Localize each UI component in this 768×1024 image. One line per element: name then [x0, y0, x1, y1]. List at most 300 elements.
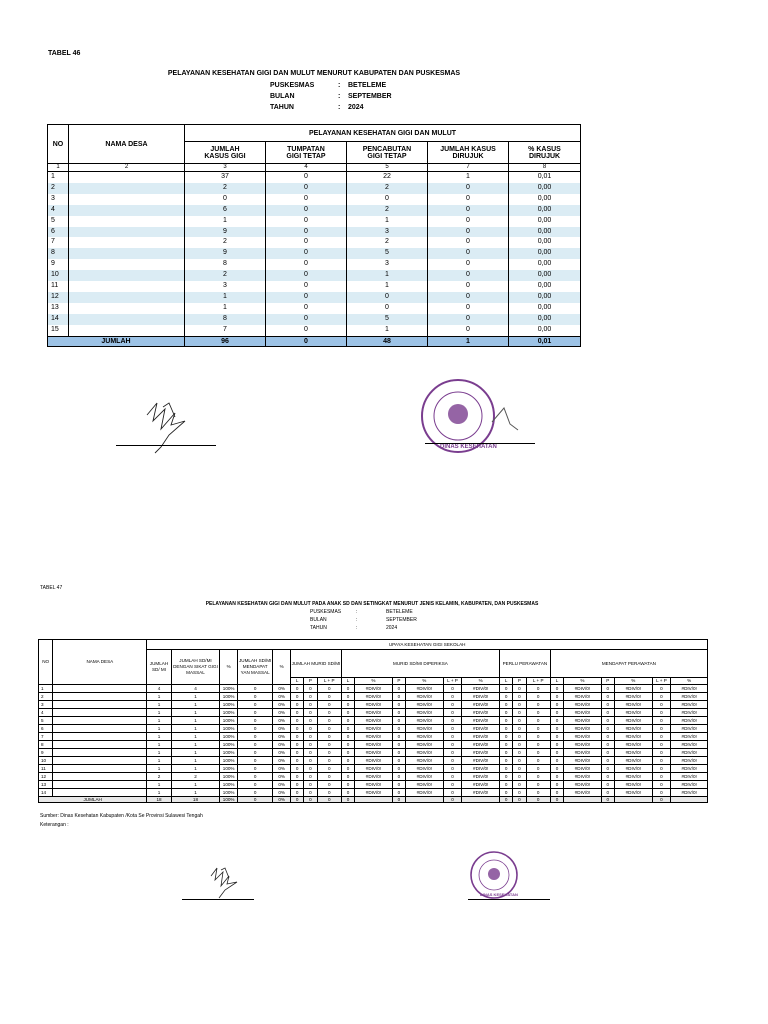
index-cell: 1 [48, 164, 69, 172]
table-cell: 1 [147, 733, 171, 741]
table-cell [53, 749, 147, 757]
table-cell: 0 [266, 227, 347, 238]
header-dirujuk: JUMLAH KASUS DIRUJUK [428, 142, 509, 164]
table-cell: 0 [304, 701, 317, 709]
table-cell: 100% [220, 733, 238, 741]
table-cell: #DIV/0! [406, 773, 444, 781]
table-cell: 0 [428, 248, 509, 259]
header-pct: % [220, 650, 238, 685]
table-cell: 0 [392, 733, 405, 741]
table-cell: 0 [513, 789, 526, 797]
index-cell: 7 [428, 164, 509, 172]
table-cell: 0 [237, 765, 272, 773]
table-cell: 1 [147, 701, 171, 709]
meta-sep: : [338, 93, 341, 100]
table-cell: 0 [526, 781, 550, 789]
table-cell: 5 [48, 216, 69, 227]
table-cell: 0 [237, 717, 272, 725]
header-group: PELAYANAN KESEHATAN GIGI DAN MULUT [185, 125, 581, 142]
table-cell: 2 [347, 183, 428, 194]
table-cell: 0 [317, 781, 341, 789]
table-cell: 0 [428, 314, 509, 325]
table-cell: 0,00 [509, 259, 581, 270]
table-row [48, 227, 581, 238]
table-cell: 12 [48, 292, 69, 303]
table-cell: 0 [291, 725, 304, 733]
table-cell: 0 [291, 789, 304, 797]
total-cell [406, 797, 444, 803]
table-cell: 1 [171, 757, 220, 765]
table-cell [69, 194, 185, 205]
table-cell [69, 259, 185, 270]
table-cell: #DIV/0! [564, 789, 602, 797]
total-cell: 0 [304, 797, 317, 803]
table-cell: 0,00 [509, 281, 581, 292]
table-cell: 0 [550, 781, 563, 789]
signature-1 [135, 395, 195, 457]
table-cell [53, 773, 147, 781]
table-cell: 0 [317, 709, 341, 717]
table-cell: 1 [171, 789, 220, 797]
table-cell: 0 [526, 765, 550, 773]
table-cell: 1 [147, 741, 171, 749]
table-cell: 100% [220, 701, 238, 709]
table-cell: 0 [500, 685, 513, 693]
table-cell: 0 [237, 781, 272, 789]
table-cell: 1 [147, 725, 171, 733]
header-tumpatan: TUMPATAN GIGI TETAP [266, 142, 347, 164]
table-cell: 0 [500, 693, 513, 701]
table-cell: 0 [266, 270, 347, 281]
table-cell: 0 [291, 757, 304, 765]
table-cell: #DIV/0! [671, 765, 708, 773]
table-cell: 100% [220, 749, 238, 757]
table-cell: #DIV/0! [671, 709, 708, 717]
total-cell: 0 [443, 797, 462, 803]
table-cell: 0 [392, 725, 405, 733]
table-cell: 0 [392, 749, 405, 757]
table-cell: 3 [185, 281, 266, 292]
table-cell: #DIV/0! [671, 685, 708, 693]
header-no: NO [48, 125, 69, 164]
table-cell: 0 [500, 749, 513, 757]
table-row [39, 701, 708, 709]
meta-sep: : [356, 625, 358, 631]
table-cell: 0 [266, 314, 347, 325]
meta-key: BULAN [310, 617, 327, 623]
table-cell: 1 [347, 270, 428, 281]
table-cell: 100% [220, 693, 238, 701]
table-cell: 0 [500, 741, 513, 749]
table-row [48, 194, 581, 205]
table-cell: 2 [39, 693, 53, 701]
table-row [39, 685, 708, 693]
table-cell: 0 [266, 325, 347, 336]
table-cell: #DIV/0! [406, 757, 444, 765]
table-cell: #DIV/0! [406, 693, 444, 701]
table-cell: 0 [317, 749, 341, 757]
table-cell: 0 [652, 757, 671, 765]
table-cell: 0 [550, 749, 563, 757]
table-row [39, 725, 708, 733]
total-cell: 0 [601, 797, 614, 803]
table-cell [69, 216, 185, 227]
index-cell: 8 [509, 164, 581, 172]
table-cell: 0 [550, 773, 563, 781]
table-cell: 11 [39, 765, 53, 773]
table-cell: #DIV/0! [614, 757, 652, 765]
table-cell: 0 [237, 701, 272, 709]
table-cell: 0 [550, 733, 563, 741]
table-cell: 0 [237, 709, 272, 717]
header-persen-dirujuk: % KASUS DIRUJUK [509, 142, 581, 164]
table-cell: 9 [39, 749, 53, 757]
table-cell: 11 [48, 281, 69, 292]
table-cell [69, 270, 185, 281]
table-cell: 0 [341, 765, 354, 773]
table-cell: #DIV/0! [462, 725, 500, 733]
table-cell: 5 [347, 314, 428, 325]
table-cell: #DIV/0! [355, 773, 393, 781]
table-cell: 0 [513, 757, 526, 765]
table-cell: 10 [39, 757, 53, 765]
header-pct2: % [273, 650, 291, 685]
index-cell: 4 [266, 164, 347, 172]
table-cell: 0 [500, 717, 513, 725]
index-cell: 5 [347, 164, 428, 172]
table-row [48, 303, 581, 314]
table-row [48, 325, 581, 336]
table-cell: 9 [185, 248, 266, 259]
header-jumlah-kasus: JUMLAH KASUS GIGI [185, 142, 266, 164]
table-cell: 0 [304, 789, 317, 797]
table-cell: 0% [273, 757, 291, 765]
source-note: Sumber: Dinas Kesehatan Kabupaten /Kota Se Provinsi Sulawesi Tengah [40, 813, 203, 819]
total-cell: 0 [500, 797, 513, 803]
table-cell: #DIV/0! [406, 709, 444, 717]
table-cell: 0 [550, 693, 563, 701]
meta-key: BULAN [270, 93, 295, 100]
table-cell: 1 [147, 765, 171, 773]
table-cell: 0 [428, 205, 509, 216]
table-cell: 0 [652, 741, 671, 749]
table-cell: #DIV/0! [564, 685, 602, 693]
signature-3 [203, 862, 243, 900]
table-cell: #DIV/0! [355, 741, 393, 749]
table-cell: 0 [500, 725, 513, 733]
table-cell: 0 [291, 781, 304, 789]
table-cell: #DIV/0! [462, 789, 500, 797]
table-cell: 12 [39, 773, 53, 781]
table-cell: 2 [147, 773, 171, 781]
table-cell: 0 [237, 757, 272, 765]
total-cell: 48 [347, 336, 428, 346]
subheader-cell: % [355, 678, 393, 685]
subheader-cell: P [513, 678, 526, 685]
table-cell: 0 [341, 701, 354, 709]
table-cell: 0,01 [509, 172, 581, 183]
header-mendapat-yan: JUMLAH SD/MI MENDAPAT YAN MASSAL [237, 650, 272, 685]
table-cell [69, 314, 185, 325]
table-cell: 0 [652, 765, 671, 773]
table-cell: #DIV/0! [462, 749, 500, 757]
table-cell: 3 [39, 701, 53, 709]
table-cell: 7 [48, 237, 69, 248]
table-cell: #DIV/0! [355, 685, 393, 693]
table-cell: 0 [513, 749, 526, 757]
table-cell: #DIV/0! [406, 765, 444, 773]
table-cell: 0 [652, 701, 671, 709]
subheader-cell: L [500, 678, 513, 685]
table-cell: 0 [550, 741, 563, 749]
total-cell: 0 [291, 797, 304, 803]
table-cell: 0 [341, 725, 354, 733]
table47-label: TABEL 47 [40, 585, 63, 591]
subheader-cell: P [601, 678, 614, 685]
header-jumlah-sd: JUMLAH SD/ MI [147, 650, 171, 685]
table-cell: #DIV/0! [614, 773, 652, 781]
table-cell: 37 [185, 172, 266, 183]
total-cell: 0 [513, 797, 526, 803]
table-cell: 1 [185, 303, 266, 314]
table-cell: 0 [304, 741, 317, 749]
subheader-cell: % [462, 678, 500, 685]
table-cell: 0 [304, 725, 317, 733]
table-cell [69, 183, 185, 194]
meta-key: PUSKESMAS [310, 609, 342, 615]
table-cell: 4 [39, 709, 53, 717]
table-cell: 0 [347, 303, 428, 314]
table-cell: #DIV/0! [564, 709, 602, 717]
table-cell: 0% [273, 789, 291, 797]
subheader-cell: P [304, 678, 317, 685]
table-cell [53, 741, 147, 749]
table-cell: 0% [273, 725, 291, 733]
table-cell: 8 [48, 248, 69, 259]
total-label: JUMLAH [39, 797, 147, 803]
table-cell: 0 [266, 292, 347, 303]
table-cell: #DIV/0! [564, 773, 602, 781]
table-cell: #DIV/0! [406, 725, 444, 733]
table-cell: 0 [601, 685, 614, 693]
table-cell: 0 [428, 270, 509, 281]
table-cell: #DIV/0! [462, 733, 500, 741]
table-cell: 0 [317, 789, 341, 797]
table-row [48, 205, 581, 216]
table-cell: 0 [428, 216, 509, 227]
table-cell: 1 [171, 717, 220, 725]
total-cell: 0 [392, 797, 405, 803]
total-cell: 0 [550, 797, 563, 803]
table-cell: 0,00 [509, 248, 581, 259]
table-cell: #DIV/0! [671, 781, 708, 789]
meta-value: BETELEME [348, 82, 387, 89]
table-cell: 0% [273, 781, 291, 789]
table-cell: 2 [185, 183, 266, 194]
table-cell: 0,00 [509, 205, 581, 216]
table-cell: 0 [317, 693, 341, 701]
total-cell: 100% [220, 797, 238, 803]
subheader-cell: L [291, 678, 304, 685]
table-cell: 2 [347, 205, 428, 216]
meta-value: SEPTEMBER [348, 93, 392, 100]
remarks-label: Keterangan : [40, 822, 69, 828]
table-row [48, 183, 581, 194]
table-cell: 0 [291, 709, 304, 717]
table-cell: 1 [147, 693, 171, 701]
table-cell: 0 [291, 765, 304, 773]
meta-value: BETELEME [386, 609, 413, 615]
table-cell: 0 [513, 781, 526, 789]
table-cell: 0 [443, 693, 462, 701]
table-cell: #DIV/0! [671, 701, 708, 709]
table-cell: #DIV/0! [564, 741, 602, 749]
stamp-1-text: DINAS KESEHATAN [440, 444, 497, 450]
table-cell: 0 [500, 789, 513, 797]
total-cell [671, 797, 708, 803]
table-cell: 0 [428, 237, 509, 248]
table-row [39, 741, 708, 749]
table-cell: 0 [652, 717, 671, 725]
table-cell: 0 [652, 685, 671, 693]
subheader-cell: L + P [443, 678, 462, 685]
header-nama-desa: NAMA DESA [53, 640, 147, 685]
table-cell: 0,00 [509, 216, 581, 227]
table-row [48, 216, 581, 227]
table-cell: 1 [171, 701, 220, 709]
table-cell: 4 [147, 685, 171, 693]
table-cell: 22 [347, 172, 428, 183]
table-cell: 0 [443, 741, 462, 749]
table-cell: 0 [237, 749, 272, 757]
table-cell: 0 [601, 741, 614, 749]
table-cell: 0 [526, 749, 550, 757]
table-cell: 0 [652, 693, 671, 701]
stamp-2-text: DINAS KESEHATAN [480, 892, 518, 897]
table-cell [69, 227, 185, 238]
table-cell: #DIV/0! [462, 685, 500, 693]
table-cell: 1 [171, 781, 220, 789]
total-cell [564, 797, 602, 803]
table-cell: 1 [428, 172, 509, 183]
table-cell [53, 717, 147, 725]
table46-title: PELAYANAN KESEHATAN GIGI DAN MULUT MENURUT KABUPATEN DAN PUSKESMAS [167, 70, 461, 77]
table-cell: 0,00 [509, 183, 581, 194]
table-cell: 0 [237, 725, 272, 733]
table-cell: 1 [147, 749, 171, 757]
subheader-cell: L [341, 678, 354, 685]
table-cell: #DIV/0! [406, 717, 444, 725]
table-cell: 0 [550, 709, 563, 717]
table-cell: 0 [291, 717, 304, 725]
table-cell: 1 [171, 733, 220, 741]
table-cell: 13 [39, 781, 53, 789]
table-cell: 8 [39, 741, 53, 749]
table-row [48, 270, 581, 281]
table-cell: 0 [550, 685, 563, 693]
table-cell: 0 [392, 685, 405, 693]
table-cell: 0 [500, 765, 513, 773]
total-cell: 0 [526, 797, 550, 803]
table-cell: 0 [500, 757, 513, 765]
table-cell: 0 [341, 685, 354, 693]
table-cell: 9 [48, 259, 69, 270]
table-cell: #DIV/0! [614, 741, 652, 749]
table-cell: #DIV/0! [564, 693, 602, 701]
index-cell: 2 [69, 164, 185, 172]
table-cell: #DIV/0! [671, 741, 708, 749]
table-cell: 0 [341, 749, 354, 757]
table-cell: 2 [185, 237, 266, 248]
table-cell: #DIV/0! [671, 733, 708, 741]
table-row [39, 765, 708, 773]
table-cell: 100% [220, 709, 238, 717]
table-cell: 100% [220, 725, 238, 733]
table-cell: 0 [266, 303, 347, 314]
table-cell: #DIV/0! [462, 709, 500, 717]
table-cell: #DIV/0! [564, 733, 602, 741]
table-cell: 0 [513, 701, 526, 709]
table-cell: 0 [443, 773, 462, 781]
table-cell: 13 [48, 303, 69, 314]
table-cell: 0 [341, 789, 354, 797]
table-cell: 0 [317, 773, 341, 781]
table-row [39, 709, 708, 717]
table-cell: 0 [341, 741, 354, 749]
table-cell [53, 733, 147, 741]
table47 [38, 639, 708, 803]
table-cell: #DIV/0! [462, 773, 500, 781]
table-cell: 15 [48, 325, 69, 336]
table-cell: 0 [266, 248, 347, 259]
table-cell [53, 765, 147, 773]
table-cell: #DIV/0! [462, 741, 500, 749]
subheader-cell: % [614, 678, 652, 685]
header-group: UPAYA KESEHATAN GIGI SEKOLAH [147, 640, 708, 650]
table-cell: 1 [48, 172, 69, 183]
table-cell: 0 [652, 709, 671, 717]
table-cell: 0 [392, 757, 405, 765]
table-cell [69, 248, 185, 259]
meta-sep: : [338, 82, 341, 89]
table-cell: #DIV/0! [355, 749, 393, 757]
table-cell: 0 [526, 717, 550, 725]
table-cell: 5 [347, 248, 428, 259]
table-cell: 0 [304, 685, 317, 693]
subheader-cell: P [392, 678, 405, 685]
table-cell: 0 [304, 693, 317, 701]
table-cell: 10 [48, 270, 69, 281]
table-cell: #DIV/0! [614, 693, 652, 701]
table-cell: #DIV/0! [671, 693, 708, 701]
table-cell: 0 [526, 709, 550, 717]
subheader-cell: L + P [317, 678, 341, 685]
table-cell: 1 [171, 725, 220, 733]
table-cell: 1 [185, 216, 266, 227]
meta-key: TAHUN [310, 625, 327, 631]
table-cell: 0 [428, 259, 509, 270]
table-cell [53, 685, 147, 693]
table-cell: 0,00 [509, 314, 581, 325]
table-row [48, 248, 581, 259]
table-cell: 0 [550, 757, 563, 765]
table-cell: 0 [601, 733, 614, 741]
table-cell [69, 281, 185, 292]
table-cell: 0 [513, 741, 526, 749]
table-cell: 0 [500, 709, 513, 717]
table-row [48, 172, 581, 183]
table-cell: 0 [550, 789, 563, 797]
